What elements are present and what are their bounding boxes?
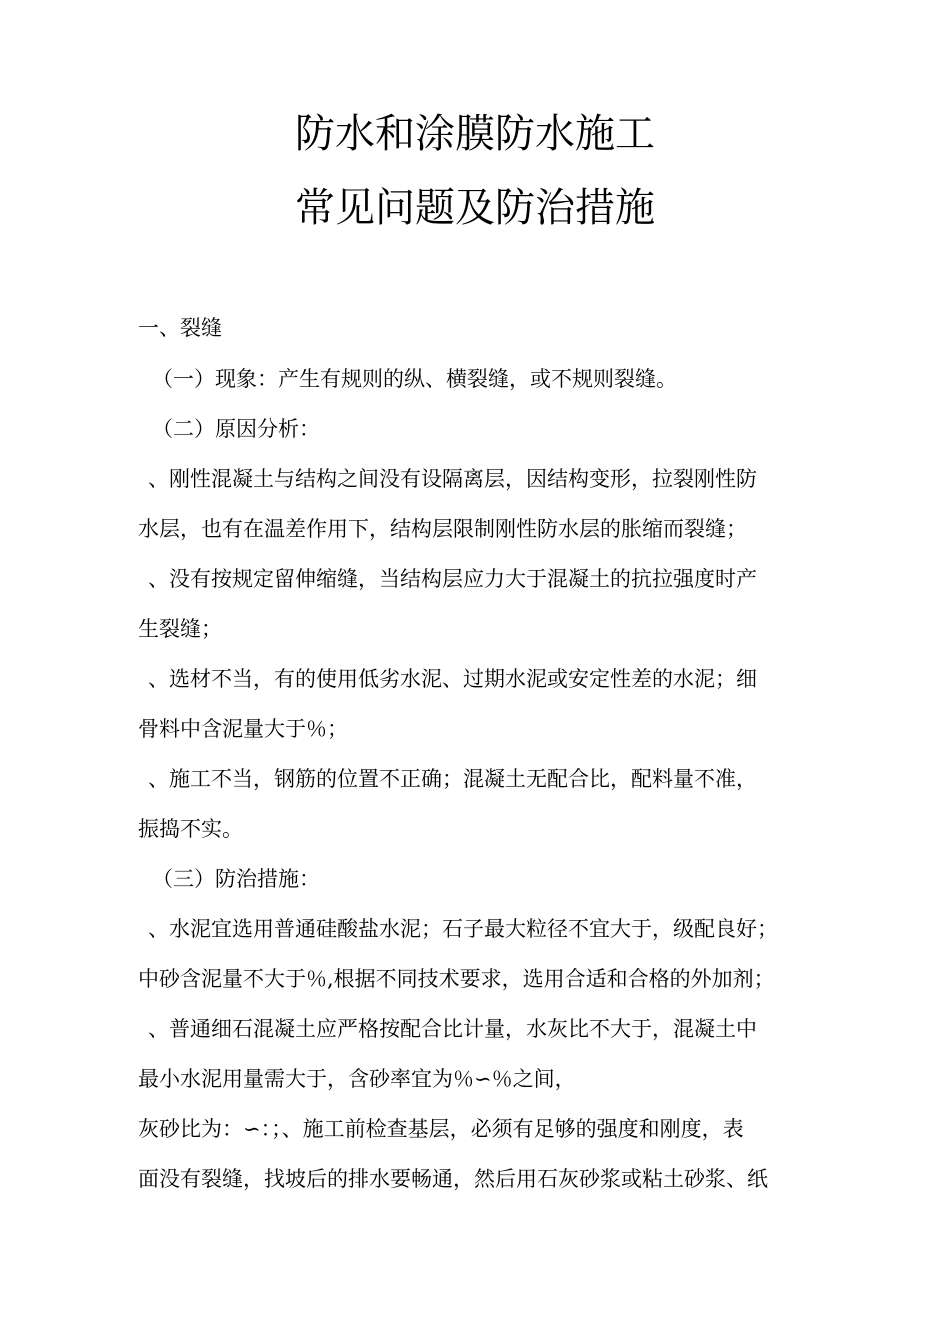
paragraph-line: （二）原因分析： [152,417,320,441]
paragraph-line: 水层，也有在温差作用下，结构层限制刚性防水层的胀缩而裂缝； [138,517,747,541]
paragraph-line: 、选材不当，有的使用低劣水泥、过期水泥或安定性差的水泥；细 [148,667,757,691]
paragraph-line: 、刚性混凝土与结构之间没有设隔离层，因结构变形，拉裂刚性防 [148,467,757,491]
paragraph-line: 、没有按规定留伸缩缝，当结构层应力大于混凝土的抗拉强度时产 [148,567,757,591]
paragraph-line: 最小水泥用量需大于，含砂率宜为％∽％之间， [138,1067,576,1091]
paragraph-line: 振捣不实。 [138,817,243,841]
paragraph-line: 灰砂比为：∽：；、施工前检查基层，必须有足够的强度和刚度，表 [138,1117,744,1141]
paragraph-line: （一）现象：产生有规则的纵、横裂缝，或不规则裂缝。 [152,367,677,391]
paragraph-line: 、普通细石混凝土应严格按配合比计量，水灰比不大于，混凝土中 [148,1017,757,1041]
document-title-line-2: 常见问题及防治措施 [295,185,655,231]
section-heading: 一、裂缝 [138,316,222,340]
paragraph-line: 骨料中含泥量大于％； [138,717,348,741]
paragraph-line: 中砂含泥量不大于％,根据不同技术要求，选用合适和合格的外加剂； [138,967,775,991]
paragraph-line: 生裂缝； [138,617,222,641]
paragraph-line: 、水泥宜选用普通硅酸盐水泥；石子最大粒径不宜大于，级配良好； [148,917,778,941]
paragraph-line: （三）防治措施： [152,867,320,891]
paragraph-line: 、施工不当，钢筋的位置不正确；混凝土无配合比，配料量不准， [148,767,757,791]
paragraph-line: 面没有裂缝，找坡后的排水要畅通，然后用石灰砂浆或粘土砂浆、纸 [138,1167,768,1191]
document-title-line-1: 防水和涂膜防水施工 [295,111,655,157]
